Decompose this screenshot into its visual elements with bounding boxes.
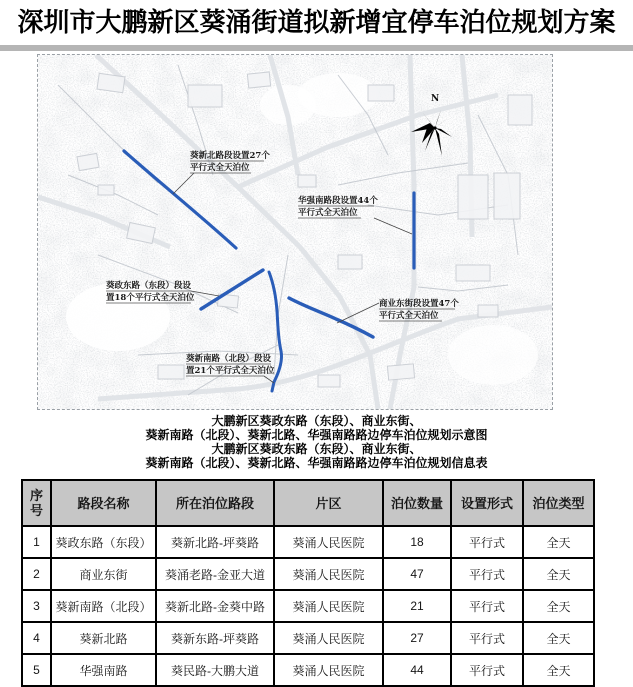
cell-road-name: 华强南路 — [51, 654, 156, 686]
annotation-line: 置21个平行式全天泊位 — [186, 366, 275, 376]
cell-road-name: 葵政东路（东段） — [51, 526, 156, 558]
cell-layout-type: 平行式 — [451, 558, 523, 590]
title-divider-bar — [0, 45, 633, 51]
annotation-line: 商业东街段设置47个 — [379, 299, 459, 309]
cell-index: 3 — [22, 590, 51, 622]
parking-info-table — [21, 479, 595, 687]
captions — [0, 414, 633, 470]
cell-berth-section: 葵新东路-坪葵路 — [156, 622, 274, 654]
cell-berth-type: 全天 — [523, 654, 594, 686]
cell-berth-type: 全天 — [523, 558, 594, 590]
cell-berth-section: 葵新北路-坪葵路 — [156, 526, 274, 558]
col-header-layout-type: 设置形式 — [451, 480, 523, 526]
cell-district: 葵涌人民医院 — [274, 590, 383, 622]
cell-layout-type: 平行式 — [451, 590, 523, 622]
table-row — [22, 558, 594, 590]
cell-berth-section: 葵民路-大鹏大道 — [156, 654, 274, 686]
annotation-line: 平行式全天泊位 — [379, 311, 439, 321]
map-caption-line: 大鹏新区葵政东路（东段）、商业东街、 — [211, 414, 422, 428]
col-header-district: 片区 — [274, 480, 383, 526]
planning-map — [37, 54, 553, 410]
cell-berth-type: 全天 — [523, 526, 594, 558]
cell-berth-count: 47 — [383, 558, 451, 590]
cell-district: 葵涌人民医院 — [274, 558, 383, 590]
col-header-road-name: 路段名称 — [51, 480, 156, 526]
table-header-row — [22, 480, 594, 526]
table-caption-line: 葵新南路（北段）、葵新北路、华强南路路边停车泊位规划信息表 — [145, 456, 488, 470]
col-header-berth-section: 所在泊位路段 — [156, 480, 274, 526]
col-header-index: 序号 — [22, 480, 51, 526]
cell-layout-type: 平行式 — [451, 526, 523, 558]
cell-road-name: 葵新南路（北段） — [51, 590, 156, 622]
annotation-line: 平行式全天泊位 — [190, 163, 250, 173]
cell-berth-type: 全天 — [523, 590, 594, 622]
table-row — [22, 526, 594, 558]
map-texture — [38, 55, 552, 409]
table-caption-line: 大鹏新区葵政东路（东段）、商业东街、 — [211, 442, 422, 456]
cell-berth-type: 全天 — [523, 622, 594, 654]
annotation-line: 置18个平行式全天泊位 — [106, 293, 195, 303]
compass-north-label: N — [431, 94, 440, 104]
annotation-line: 平行式全天泊位 — [298, 208, 358, 218]
cell-district: 葵涌人民医院 — [274, 622, 383, 654]
table-row — [22, 590, 594, 622]
planning-map-svg — [38, 55, 552, 409]
col-header-berth-count: 泊位数量 — [383, 480, 451, 526]
cell-berth-count: 44 — [383, 654, 451, 686]
cell-district: 葵涌人民医院 — [274, 654, 383, 686]
map-caption-line: 葵新南路（北段）、葵新北路、华强南路路边停车泊位规划示意图 — [145, 428, 488, 442]
cell-berth-count: 18 — [383, 526, 451, 558]
annotation-line: 葵新北路段设置27个 — [190, 151, 270, 161]
cell-index: 1 — [22, 526, 51, 558]
cell-layout-type: 平行式 — [451, 622, 523, 654]
cell-layout-type: 平行式 — [451, 654, 523, 686]
cell-road-name: 葵新北路 — [51, 622, 156, 654]
table-row — [22, 622, 594, 654]
cell-berth-count: 21 — [383, 590, 451, 622]
annotation-line: 葵新南路（北段）段设 — [186, 354, 272, 364]
cell-index: 2 — [22, 558, 51, 590]
cell-index: 5 — [22, 654, 51, 686]
cell-district: 葵涌人民医院 — [274, 526, 383, 558]
annotation-line: 葵政东路（东段）段设 — [106, 281, 192, 291]
table-row — [22, 654, 594, 686]
cell-berth-section: 葵涌老路-金亚大道 — [156, 558, 274, 590]
annotation-line: 华强南路段设置44个 — [298, 196, 378, 206]
cell-berth-count: 27 — [383, 622, 451, 654]
cell-road-name: 商业东街 — [51, 558, 156, 590]
cell-berth-section: 葵新北路-金葵中路 — [156, 590, 274, 622]
page-title: 深圳市大鹏新区葵涌街道拟新增宜停车泊位规划方案 — [17, 7, 616, 37]
col-header-berth-type: 泊位类型 — [523, 480, 594, 526]
cell-index: 4 — [22, 622, 51, 654]
